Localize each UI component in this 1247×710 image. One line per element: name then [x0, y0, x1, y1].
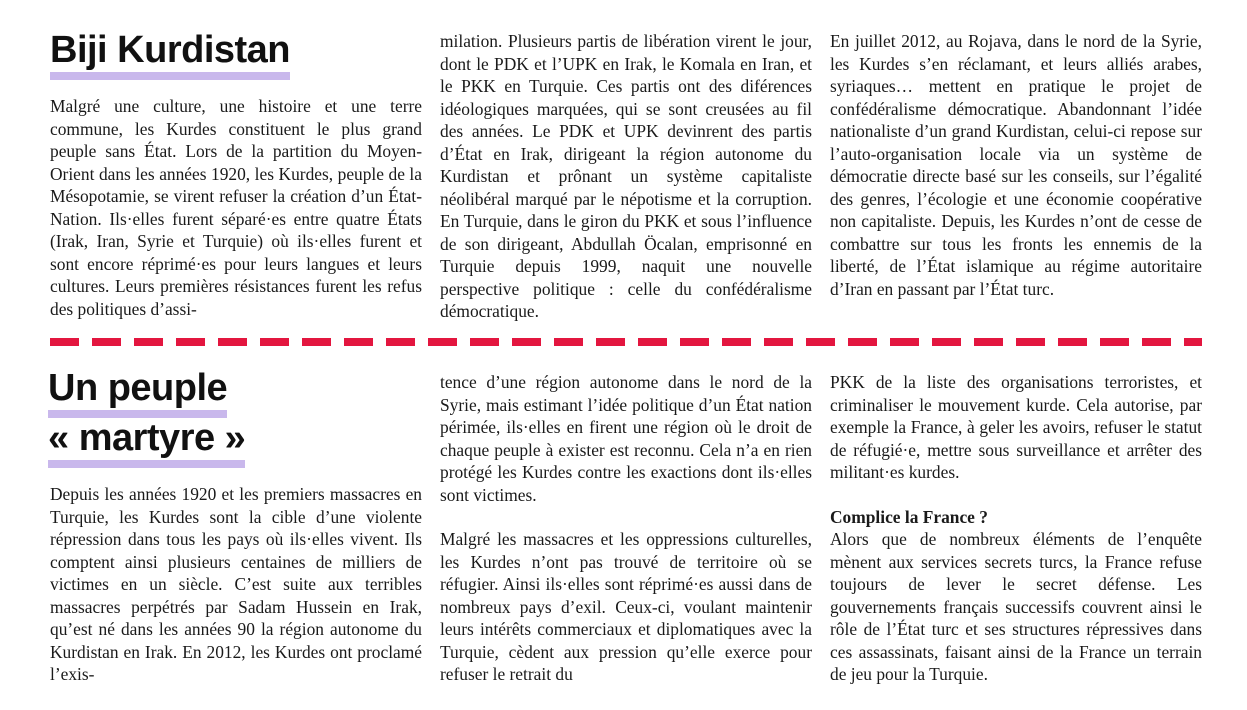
paragraph: En juillet 2012, au Rojava, dans le nord de la Syrie, les Kurdes s’en réclamant, et leurs alliés arabes, syriaques… mettent en pratique le projet de confédéralisme démocratique. Abandonnant l’idée nationaliste d’un grand Kurdistan, celui-ci repose sur l’auto-organisation locale via un système de démocratie directe basé sur les conseils, sur l’égalité des genres, l’écologie et une économie coopérative non capitaliste. Depuis, les Kurdes n’ont de cesse de combattre sur tous les fronts les ennemis de la liberté, de l’État islamique au régime autoritaire d’Iran en passant par l’État turc. — [830, 31, 1202, 299]
section1-column-3 — [830, 30, 1202, 300]
section2-column-2 — [440, 371, 812, 686]
section-title-un-peuple-martyre — [48, 366, 245, 460]
heading-line-1: Un peuple — [48, 367, 228, 409]
section1-column-2 — [440, 30, 812, 323]
heading-line-2: « martyre » — [48, 417, 246, 459]
section2-column-1 — [50, 483, 422, 686]
section2-column-3 — [830, 371, 1202, 686]
title-highlight — [48, 460, 245, 468]
paragraph: tence d’une région autonome dans le nord de la Syrie, mais estimant l’idée politique d’un État nation périmée, ils·elles en firent une région où le droit de chaque peuple à exister est reconnu. Cela n’a en rien protégé les Kurdes contre les exactions dont ils·elles sont victimes. — [440, 372, 812, 505]
paragraph: PKK de la liste des organisations terroristes, et criminaliser le mouvement kurde. Cela autorise, par exemple la France, à geler les avoirs, refuser le statut de réfugié·e, mettre sous surveillance et arrêter des militant·es kurdes. — [830, 372, 1202, 482]
subheading-complice-la-france: Complice la France ? — [830, 506, 988, 527]
paragraph: milation. Plusieurs partis de libération virent le jour, dont le PDK et l’UPK en Irak, le Komala en Iran, et le PKK en Turquie. Ces partis ont des diférences idéologiques marquées, qui se sont creusées au fil des années. Le PDK et UPK devinrent des partis d’État en Irak, dirigeant la région autonome du Kurdistan et prônant un système capitaliste néolibéral marqué par le népotisme et la corruption. En Turquie, dans le giron du PKK et sous l’influence de son dirigeant, Abdullah Öcalan, emprisonné en Turquie depuis 1999, naquit une nouvelle perspective politique : celle du confédéralisme démocratique. — [440, 31, 812, 321]
paragraph: Depuis les années 1920 et les premiers massacres en Turquie, les Kurdes sont la cible d’une violente répression dans tous les pays où ils·elles vivent. Ils comptent ainsi plusieurs centaines de milliers de victimes en un siècle. C’est suite aux terribles massacres perpétrés par Sadam Hussein en Irak, qu’est né dans les années 90 la région autonome du Kurdistan en Irak. En 2012, les Kurdes ont proclamé l’exis- — [50, 484, 422, 684]
dashed-divider — [50, 338, 1202, 346]
paragraph: Malgré une culture, une histoire et une terre commune, les Kurdes constituent le plus grand peuple sans État. Lors de la partition du Moyen-Orient dans les années 1920, les Kurdes, peuple de la Mésopotamie, se virent refuser la création d’un État-Nation. Ils·elles furent séparé·es entre quatre États (Irak, Iran, Syrie et Turquie) où ils·elles furent et sont encore réprimé·es pour leurs langues et leurs cultures. Leurs premières résistances furent les refus des politiques d’assi- — [50, 96, 422, 319]
paragraph: Alors que de nombreux éléments de l’enquête mènent aux services secrets turcs, la France refuse toujours de lever le secret défense. Les gouvernements français successifs couvrent ainsi le rôle de l’État turc et ses structures répressives dans ces assassinats, faisant ainsi de la France un terrain de jeu pour la Turquie. — [830, 529, 1202, 684]
heading-text: Biji Kurdistan — [50, 29, 291, 71]
section1-column-1 — [50, 95, 422, 320]
paragraph: Malgré les massacres et les oppressions culturelles, les Kurdes n’ont pas trouvé de territoire où se réfugier. Ainsi ils·elles sont réprimé·es aussi dans de nombreux pays d’exil. Ceux-ci, voulant maintenir leurs intérêts commerciaux et diplomatiques avec la Turquie, cèdent aux pression qu’elle exerce pour refuser le retrait du — [440, 529, 812, 684]
title-highlight — [50, 72, 290, 80]
section-title-biji-kurdistan — [50, 28, 290, 72]
